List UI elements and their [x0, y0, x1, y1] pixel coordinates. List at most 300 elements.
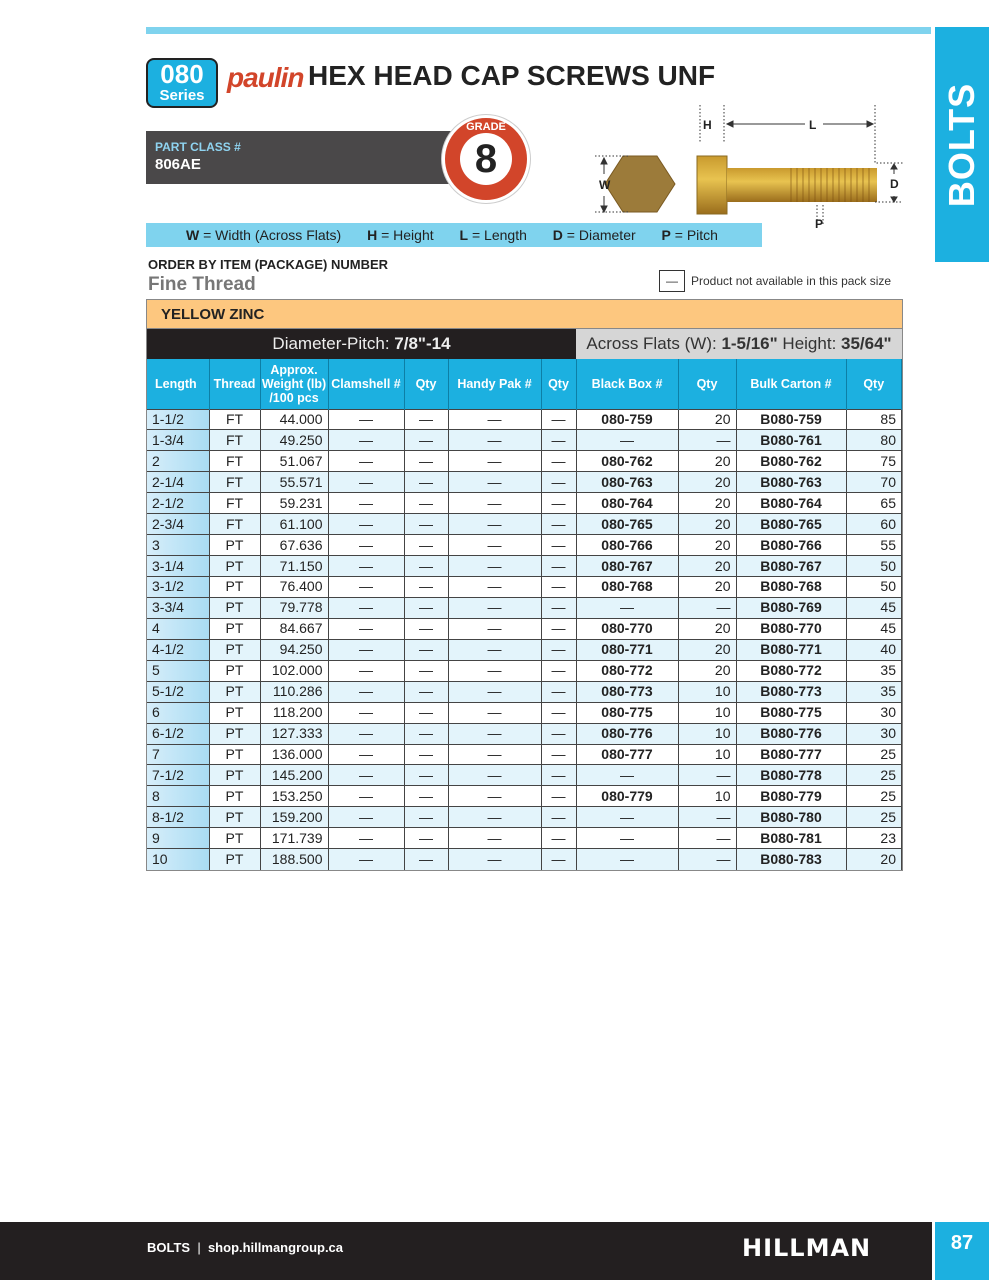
cell-black-box: — — [576, 430, 678, 451]
cell-bulk-carton: B080-769 — [736, 597, 846, 618]
cell-length: 1-1/2 — [147, 409, 209, 430]
cell-thread: PT — [209, 681, 260, 702]
cell-black-box-qty: 10 — [678, 681, 736, 702]
part-class-label: PART CLASS # — [155, 140, 241, 154]
cell-weight: 145.200 — [260, 765, 328, 786]
cell-bulk-carton-qty: 30 — [846, 723, 902, 744]
cell-clamshell: — — [328, 577, 404, 598]
cell-weight: 71.150 — [260, 556, 328, 577]
cell-bulk-carton-qty: 75 — [846, 451, 902, 472]
cell-handy-pak: — — [448, 535, 541, 556]
legend-w: W = Width (Across Flats) — [186, 227, 342, 243]
cell-thread: PT — [209, 723, 260, 744]
top-accent-bar — [146, 27, 931, 34]
cell-clamshell: — — [328, 765, 404, 786]
cell-handy-pak: — — [448, 493, 541, 514]
cell-length: 4-1/2 — [147, 639, 209, 660]
footer-url[interactable]: shop.hillmangroup.ca — [207, 1240, 344, 1255]
cell-thread: PT — [209, 744, 260, 765]
cell-thread: PT — [209, 765, 260, 786]
cell-clamshell: — — [328, 828, 404, 849]
cell-clamshell-qty: — — [404, 786, 448, 807]
cell-thread: PT — [209, 660, 260, 681]
cell-handy-pak: — — [448, 786, 541, 807]
cell-clamshell-qty: — — [404, 514, 448, 535]
part-class-box — [146, 131, 451, 184]
table-row — [147, 660, 902, 681]
cell-clamshell-qty: — — [404, 577, 448, 598]
table-row — [147, 535, 902, 556]
cell-thread: FT — [209, 451, 260, 472]
cell-handy-pak: — — [448, 723, 541, 744]
table-row — [147, 430, 902, 451]
footer-text: BOLTS | shop.hillmangroup.ca — [147, 1240, 344, 1255]
cell-handy-pak: — — [448, 556, 541, 577]
cell-clamshell: — — [328, 807, 404, 828]
cell-bulk-carton-qty: 25 — [846, 807, 902, 828]
cell-black-box-qty: 20 — [678, 493, 736, 514]
cell-bulk-carton: B080-768 — [736, 577, 846, 598]
cell-handy-pak-qty: — — [541, 849, 576, 870]
cell-weight: 44.000 — [260, 409, 328, 430]
cell-handy-pak-qty: — — [541, 556, 576, 577]
table-row — [147, 702, 902, 723]
cell-weight: 94.250 — [260, 639, 328, 660]
cell-length: 3 — [147, 535, 209, 556]
cell-black-box-qty: — — [678, 807, 736, 828]
cell-handy-pak-qty: — — [541, 807, 576, 828]
col-header-black-box-qty: Qty — [678, 359, 736, 409]
cell-black-box: — — [576, 597, 678, 618]
cell-black-box-qty: 10 — [678, 702, 736, 723]
table-row — [147, 723, 902, 744]
cell-handy-pak-qty: — — [541, 639, 576, 660]
cell-weight: 59.231 — [260, 493, 328, 514]
cell-weight: 127.333 — [260, 723, 328, 744]
cell-weight: 171.739 — [260, 828, 328, 849]
cell-length: 8 — [147, 786, 209, 807]
cell-length: 1-3/4 — [147, 430, 209, 451]
not-available-text: Product not available in this pack size — [691, 274, 892, 288]
hillman-logo: HILLMAN — [742, 1234, 872, 1262]
table-row — [147, 472, 902, 493]
cell-handy-pak-qty: — — [541, 828, 576, 849]
page-number: 87 — [935, 1222, 989, 1280]
cell-weight: 55.571 — [260, 472, 328, 493]
cell-thread: FT — [209, 409, 260, 430]
bolt-shank — [727, 168, 787, 202]
not-available-symbol: — — [659, 270, 685, 292]
cell-handy-pak-qty: — — [541, 430, 576, 451]
cell-bulk-carton-qty: 70 — [846, 472, 902, 493]
cell-bulk-carton: B080-764 — [736, 493, 846, 514]
cell-handy-pak-qty: — — [541, 535, 576, 556]
cell-thread: PT — [209, 639, 260, 660]
cell-clamshell: — — [328, 472, 404, 493]
cell-length: 6-1/2 — [147, 723, 209, 744]
cell-handy-pak-qty: — — [541, 660, 576, 681]
cell-thread: PT — [209, 702, 260, 723]
cell-weight: 110.286 — [260, 681, 328, 702]
cell-bulk-carton-qty: 85 — [846, 409, 902, 430]
cell-black-box-qty: — — [678, 828, 736, 849]
cell-thread: PT — [209, 556, 260, 577]
cell-handy-pak: — — [448, 660, 541, 681]
cell-black-box-qty: 20 — [678, 577, 736, 598]
cell-black-box: 080-767 — [576, 556, 678, 577]
thread-type-heading: Fine Thread — [148, 274, 256, 295]
cell-thread: PT — [209, 577, 260, 598]
cell-bulk-carton: B080-759 — [736, 409, 846, 430]
cell-handy-pak: — — [448, 849, 541, 870]
table-row — [147, 409, 902, 430]
cell-length: 2-3/4 — [147, 514, 209, 535]
cell-bulk-carton-qty: 23 — [846, 828, 902, 849]
cell-handy-pak: — — [448, 765, 541, 786]
cell-clamshell-qty: — — [404, 828, 448, 849]
cell-handy-pak-qty: — — [541, 409, 576, 430]
cell-handy-pak-qty: — — [541, 451, 576, 472]
cell-handy-pak: — — [448, 744, 541, 765]
cell-bulk-carton-qty: 40 — [846, 639, 902, 660]
cell-clamshell: — — [328, 493, 404, 514]
cell-black-box: 080-759 — [576, 409, 678, 430]
cell-black-box-qty: 20 — [678, 556, 736, 577]
cell-black-box-qty: 20 — [678, 639, 736, 660]
section-tab — [935, 27, 989, 262]
cell-weight: 153.250 — [260, 786, 328, 807]
cell-handy-pak-qty: — — [541, 618, 576, 639]
cell-weight: 76.400 — [260, 577, 328, 598]
cell-bulk-carton-qty: 50 — [846, 577, 902, 598]
diameter-pitch: Diameter-Pitch: 7/8"-14 — [147, 329, 576, 359]
cell-clamshell-qty: — — [404, 472, 448, 493]
cell-clamshell: — — [328, 451, 404, 472]
cell-handy-pak-qty: — — [541, 472, 576, 493]
cell-thread: PT — [209, 618, 260, 639]
cell-black-box: 080-763 — [576, 472, 678, 493]
cell-clamshell-qty: — — [404, 451, 448, 472]
cell-black-box: 080-764 — [576, 493, 678, 514]
cell-length: 6 — [147, 702, 209, 723]
col-header-bulk-carton-qty: Qty — [846, 359, 902, 409]
col-header-bulk-carton: Bulk Carton # — [736, 359, 846, 409]
cell-handy-pak: — — [448, 577, 541, 598]
cell-thread: PT — [209, 849, 260, 870]
cell-thread: PT — [209, 597, 260, 618]
cell-clamshell-qty: — — [404, 618, 448, 639]
cell-thread: FT — [209, 430, 260, 451]
table-row — [147, 681, 902, 702]
cell-clamshell: — — [328, 535, 404, 556]
cell-weight: 79.778 — [260, 597, 328, 618]
cell-bulk-carton: B080-766 — [736, 535, 846, 556]
cell-bulk-carton-qty: 45 — [846, 618, 902, 639]
table-row — [147, 639, 902, 660]
cell-black-box: 080-765 — [576, 514, 678, 535]
cell-black-box: 080-779 — [576, 786, 678, 807]
table-row — [147, 849, 902, 870]
cell-bulk-carton-qty: 50 — [846, 556, 902, 577]
cell-length: 9 — [147, 828, 209, 849]
cell-handy-pak-qty: — — [541, 765, 576, 786]
cell-bulk-carton: B080-772 — [736, 660, 846, 681]
cell-handy-pak-qty: — — [541, 786, 576, 807]
cell-handy-pak: — — [448, 514, 541, 535]
finish-heading: YELLOW ZINC — [147, 300, 902, 329]
dim-label-h: H — [703, 118, 712, 132]
cell-black-box-qty: 20 — [678, 472, 736, 493]
cell-clamshell: — — [328, 723, 404, 744]
cell-clamshell: — — [328, 618, 404, 639]
table-row — [147, 451, 902, 472]
cell-clamshell-qty: — — [404, 493, 448, 514]
cell-thread: FT — [209, 514, 260, 535]
cell-clamshell-qty: — — [404, 556, 448, 577]
col-header-length: Length — [147, 359, 209, 409]
cell-handy-pak: — — [448, 430, 541, 451]
cell-handy-pak: — — [448, 597, 541, 618]
table-row — [147, 493, 902, 514]
cell-thread: PT — [209, 535, 260, 556]
cell-handy-pak-qty: — — [541, 577, 576, 598]
cell-bulk-carton: B080-780 — [736, 807, 846, 828]
legend-p: P = Pitch — [661, 227, 718, 243]
cell-black-box: — — [576, 765, 678, 786]
cell-black-box-qty: 10 — [678, 786, 736, 807]
cell-black-box-qty: — — [678, 765, 736, 786]
cell-weight: 67.636 — [260, 535, 328, 556]
cell-clamshell-qty: — — [404, 723, 448, 744]
cell-handy-pak: — — [448, 639, 541, 660]
cell-length: 2 — [147, 451, 209, 472]
across-flats-height: Across Flats (W): 1-5/16" Height: 35/64" — [576, 329, 902, 359]
cell-handy-pak-qty: — — [541, 493, 576, 514]
cell-length: 3-1/4 — [147, 556, 209, 577]
cell-weight: 84.667 — [260, 618, 328, 639]
cell-clamshell: — — [328, 556, 404, 577]
cell-bulk-carton: B080-762 — [736, 451, 846, 472]
cell-handy-pak: — — [448, 828, 541, 849]
grade-badge — [442, 115, 530, 203]
cell-bulk-carton-qty: 35 — [846, 681, 902, 702]
cell-black-box-qty: 20 — [678, 409, 736, 430]
col-header-handy-pak-qty: Qty — [541, 359, 576, 409]
cell-black-box: — — [576, 828, 678, 849]
dimension-legend — [146, 223, 762, 247]
not-available-key — [659, 270, 891, 292]
cell-clamshell: — — [328, 744, 404, 765]
cell-bulk-carton: B080-767 — [736, 556, 846, 577]
cell-weight: 159.200 — [260, 807, 328, 828]
page-title: HEX HEAD CAP SCREWS UNF — [308, 60, 716, 91]
cell-bulk-carton: B080-783 — [736, 849, 846, 870]
table-row — [147, 828, 902, 849]
part-class-value: 806AE — [155, 156, 201, 173]
cell-handy-pak: — — [448, 472, 541, 493]
cell-length: 7-1/2 — [147, 765, 209, 786]
cell-clamshell-qty: — — [404, 807, 448, 828]
cell-length: 2-1/4 — [147, 472, 209, 493]
table-row — [147, 807, 902, 828]
cell-clamshell-qty: — — [404, 639, 448, 660]
cell-black-box: — — [576, 807, 678, 828]
table-row — [147, 597, 902, 618]
cell-black-box: 080-771 — [576, 639, 678, 660]
cell-handy-pak: — — [448, 807, 541, 828]
cell-black-box: 080-772 — [576, 660, 678, 681]
dim-label-d: D — [890, 177, 899, 191]
cell-black-box: 080-775 — [576, 702, 678, 723]
cell-bulk-carton-qty: 80 — [846, 430, 902, 451]
cell-bulk-carton-qty: 25 — [846, 765, 902, 786]
legend-d: D = Diameter — [552, 227, 636, 243]
cell-black-box-qty: 20 — [678, 535, 736, 556]
cell-weight: 102.000 — [260, 660, 328, 681]
cell-handy-pak-qty: — — [541, 681, 576, 702]
cell-bulk-carton: B080-771 — [736, 639, 846, 660]
cell-length: 3-3/4 — [147, 597, 209, 618]
cell-bulk-carton: B080-770 — [736, 618, 846, 639]
cell-bulk-carton-qty: 30 — [846, 702, 902, 723]
cell-clamshell: — — [328, 786, 404, 807]
cell-clamshell-qty: — — [404, 849, 448, 870]
cell-clamshell-qty: — — [404, 681, 448, 702]
hex-head-end-view — [605, 156, 675, 212]
cell-black-box: 080-776 — [576, 723, 678, 744]
cell-black-box: — — [576, 849, 678, 870]
cell-length: 5-1/2 — [147, 681, 209, 702]
cell-clamshell-qty: — — [404, 765, 448, 786]
paulin-logo: paulin — [227, 62, 304, 93]
series-number: 080 — [160, 59, 204, 89]
cell-bulk-carton: B080-779 — [736, 786, 846, 807]
cell-black-box: 080-768 — [576, 577, 678, 598]
series-badge — [146, 58, 218, 108]
col-header-weight: Approx. Weight (lb) /100 pcs — [260, 359, 328, 409]
cell-handy-pak: — — [448, 618, 541, 639]
cell-weight: 136.000 — [260, 744, 328, 765]
cell-thread: FT — [209, 472, 260, 493]
table-row — [147, 514, 902, 535]
cell-clamshell: — — [328, 849, 404, 870]
cell-handy-pak: — — [448, 681, 541, 702]
cell-clamshell: — — [328, 639, 404, 660]
cell-bulk-carton: B080-775 — [736, 702, 846, 723]
cell-black-box: 080-773 — [576, 681, 678, 702]
dim-label-w: W — [599, 178, 611, 192]
cell-clamshell-qty: — — [404, 744, 448, 765]
cell-black-box-qty: — — [678, 849, 736, 870]
cell-length: 4 — [147, 618, 209, 639]
cell-black-box-qty: 10 — [678, 723, 736, 744]
cell-black-box: 080-766 — [576, 535, 678, 556]
cell-thread: PT — [209, 807, 260, 828]
cell-bulk-carton-qty: 60 — [846, 514, 902, 535]
cell-bulk-carton-qty: 65 — [846, 493, 902, 514]
cell-length: 2-1/2 — [147, 493, 209, 514]
cell-bulk-carton: B080-781 — [736, 828, 846, 849]
cell-length: 7 — [147, 744, 209, 765]
cell-length: 3-1/2 — [147, 577, 209, 598]
cell-bulk-carton: B080-778 — [736, 765, 846, 786]
cell-handy-pak-qty: — — [541, 514, 576, 535]
cell-weight: 61.100 — [260, 514, 328, 535]
order-by-heading: ORDER BY ITEM (PACKAGE) NUMBER — [148, 257, 389, 272]
cell-bulk-carton-qty: 35 — [846, 660, 902, 681]
col-header-clamshell-qty: Qty — [404, 359, 448, 409]
cell-clamshell-qty: — — [404, 702, 448, 723]
col-header-black-box: Black Box # — [576, 359, 678, 409]
cell-thread: FT — [209, 493, 260, 514]
col-header-handy-pak: Handy Pak # — [448, 359, 541, 409]
cell-clamshell: — — [328, 702, 404, 723]
cell-black-box-qty: 20 — [678, 514, 736, 535]
cell-handy-pak-qty: — — [541, 744, 576, 765]
cell-bulk-carton: B080-765 — [736, 514, 846, 535]
footer-bar — [0, 1222, 932, 1280]
cell-clamshell: — — [328, 660, 404, 681]
cell-black-box-qty: 20 — [678, 451, 736, 472]
table-row — [147, 744, 902, 765]
cell-clamshell-qty: — — [404, 597, 448, 618]
cell-bulk-carton: B080-761 — [736, 430, 846, 451]
cell-black-box: 080-762 — [576, 451, 678, 472]
cell-bulk-carton: B080-773 — [736, 681, 846, 702]
cell-handy-pak-qty: — — [541, 702, 576, 723]
cell-bulk-carton: B080-776 — [736, 723, 846, 744]
cell-clamshell: — — [328, 514, 404, 535]
spec-bar — [147, 329, 902, 359]
cell-weight: 188.500 — [260, 849, 328, 870]
cell-black-box: 080-777 — [576, 744, 678, 765]
cell-clamshell-qty: — — [404, 535, 448, 556]
table-row — [147, 618, 902, 639]
cell-handy-pak-qty: — — [541, 597, 576, 618]
bolt-head — [697, 156, 727, 214]
cell-handy-pak-qty: — — [541, 723, 576, 744]
cell-black-box-qty: 10 — [678, 744, 736, 765]
cell-thread: PT — [209, 828, 260, 849]
cell-black-box-qty: 20 — [678, 660, 736, 681]
cell-handy-pak: — — [448, 702, 541, 723]
col-header-clamshell: Clamshell # — [328, 359, 404, 409]
table-row — [147, 577, 902, 598]
cell-bulk-carton-qty: 45 — [846, 597, 902, 618]
cell-length: 5 — [147, 660, 209, 681]
legend-l: L = Length — [459, 227, 527, 243]
cell-black-box-qty: 20 — [678, 618, 736, 639]
cell-bulk-carton-qty: 20 — [846, 849, 902, 870]
cell-handy-pak: — — [448, 451, 541, 472]
cell-bulk-carton: B080-777 — [736, 744, 846, 765]
cell-weight: 118.200 — [260, 702, 328, 723]
cell-clamshell: — — [328, 681, 404, 702]
cell-weight: 49.250 — [260, 430, 328, 451]
cell-clamshell: — — [328, 430, 404, 451]
cell-clamshell-qty: — — [404, 660, 448, 681]
cell-clamshell-qty: — — [404, 409, 448, 430]
grade-value: 8 — [460, 133, 512, 185]
cell-weight: 51.067 — [260, 451, 328, 472]
col-header-thread: Thread — [209, 359, 260, 409]
product-grid — [147, 359, 902, 870]
series-label: Series — [159, 87, 205, 104]
dim-label-p: P — [815, 217, 824, 230]
cell-thread: PT — [209, 786, 260, 807]
table-row — [147, 786, 902, 807]
cell-bulk-carton-qty: 25 — [846, 744, 902, 765]
